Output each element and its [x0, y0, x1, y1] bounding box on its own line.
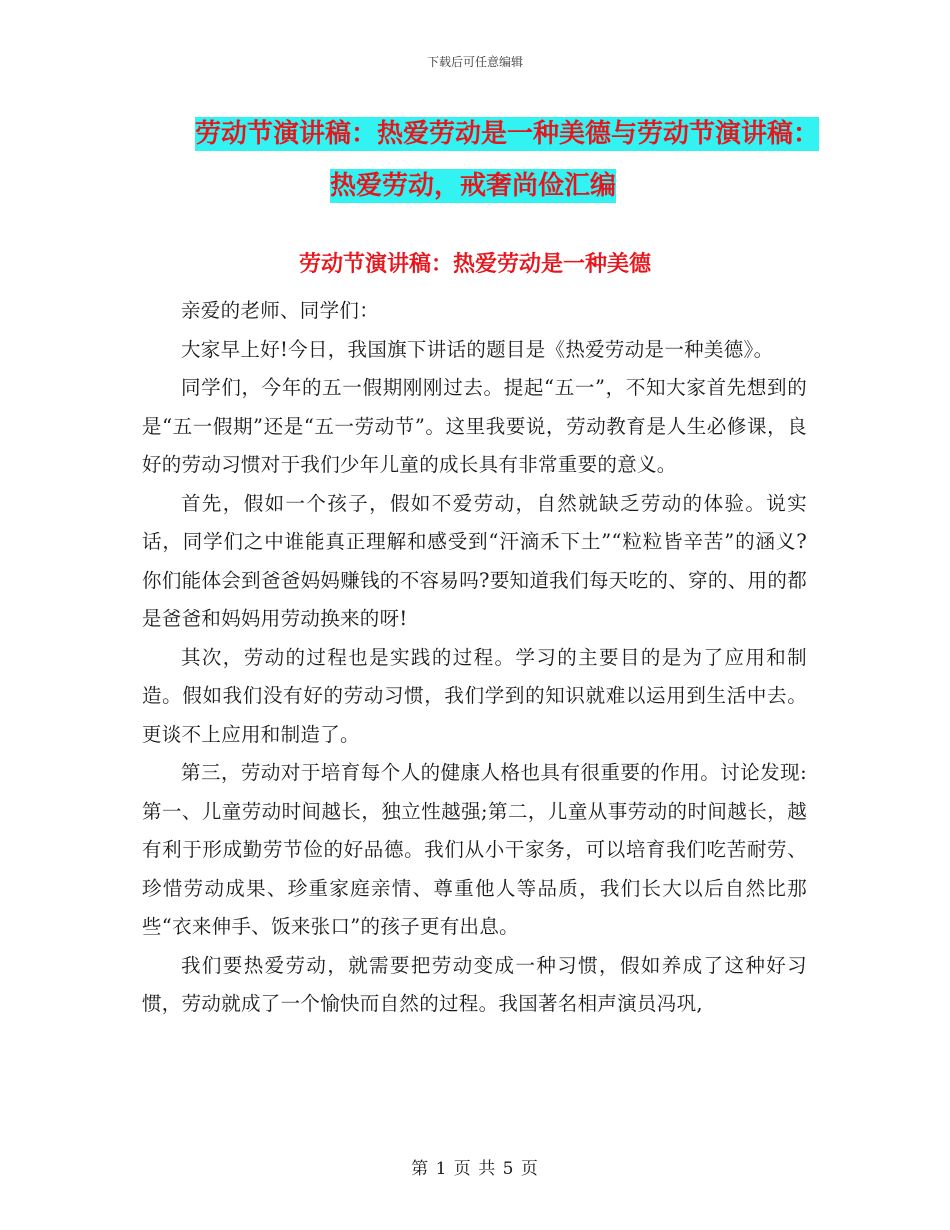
- paragraph-greeting: 亲爱的老师、同学们：: [181, 299, 380, 322]
- paragraph: 第三，劳动对于培育每个人的健康人格也具有很重要的作用。讨论发现:第一、儿童劳动时间越长，独立性越强;第二，儿童从事劳动的时间越长，越有利于形成勤劳节俭的好品德。我们从小干家务，可以培育我们吃苦耐劳、珍惜劳动成果、珍重家庭亲情、尊重他人等品质，我们长大以后自然比那些“衣来伸手、饭来张口”的孩子更有出息。: [142, 761, 807, 938]
- paragraph: 大家早上好!今日，我国旗下讲话的题目是《热爱劳动是一种美德》。: [181, 337, 774, 361]
- paragraph: 其次，劳动的过程也是实践的过程。学习的主要目的是为了应用和制造。假如我们没有好的劳动习惯，我们学到的知识就难以运用到生活中去。更谈不上应用和制造了。: [142, 645, 807, 746]
- document-title: [140, 108, 840, 212]
- section-title: 劳动节演讲稿：热爱劳动是一种美德: [298, 251, 651, 277]
- paragraph: 我们要热爱劳动，就需要把劳动变成一种习惯，假如养成了这种好习惯，劳动就成了一个愉快而自然的过程。我国著名相声演员冯巩,: [142, 953, 807, 1015]
- document-title-line-1: 劳动节演讲稿：热爱劳动是一种美德与劳动节演讲稿：: [195, 119, 820, 149]
- paragraph: 首先，假如一个孩子，假如不爱劳动，自然就缺乏劳动的体验。说实话，同学们之中谁能真正理解和感受到“汗滴禾下土”“粒粒皆辛苦”的涵义?你们能体会到爸爸妈妈赚钱的不容易吗?要知道我们每天吃的、穿的、用的都是爸爸和妈妈用劳动换来的呀!: [142, 491, 807, 630]
- document-title-line-2: 热爱劳动，戒奢尚俭汇编: [330, 171, 617, 201]
- paragraph: 同学们，今年的五一假期刚刚过去。提起“五一”，不知大家首先想到的是“五一假期”还是“五一劳动节”。这里我要说，劳动教育是人生必修课，良好的劳动习惯对于我们少年儿童的成长具有非常重要的意义。: [142, 376, 807, 476]
- page-number: 第 1 页 共 5 页: [411, 1159, 539, 1179]
- body-text: [142, 292, 807, 1024]
- header-note: 下载后可任意编辑: [426, 55, 523, 69]
